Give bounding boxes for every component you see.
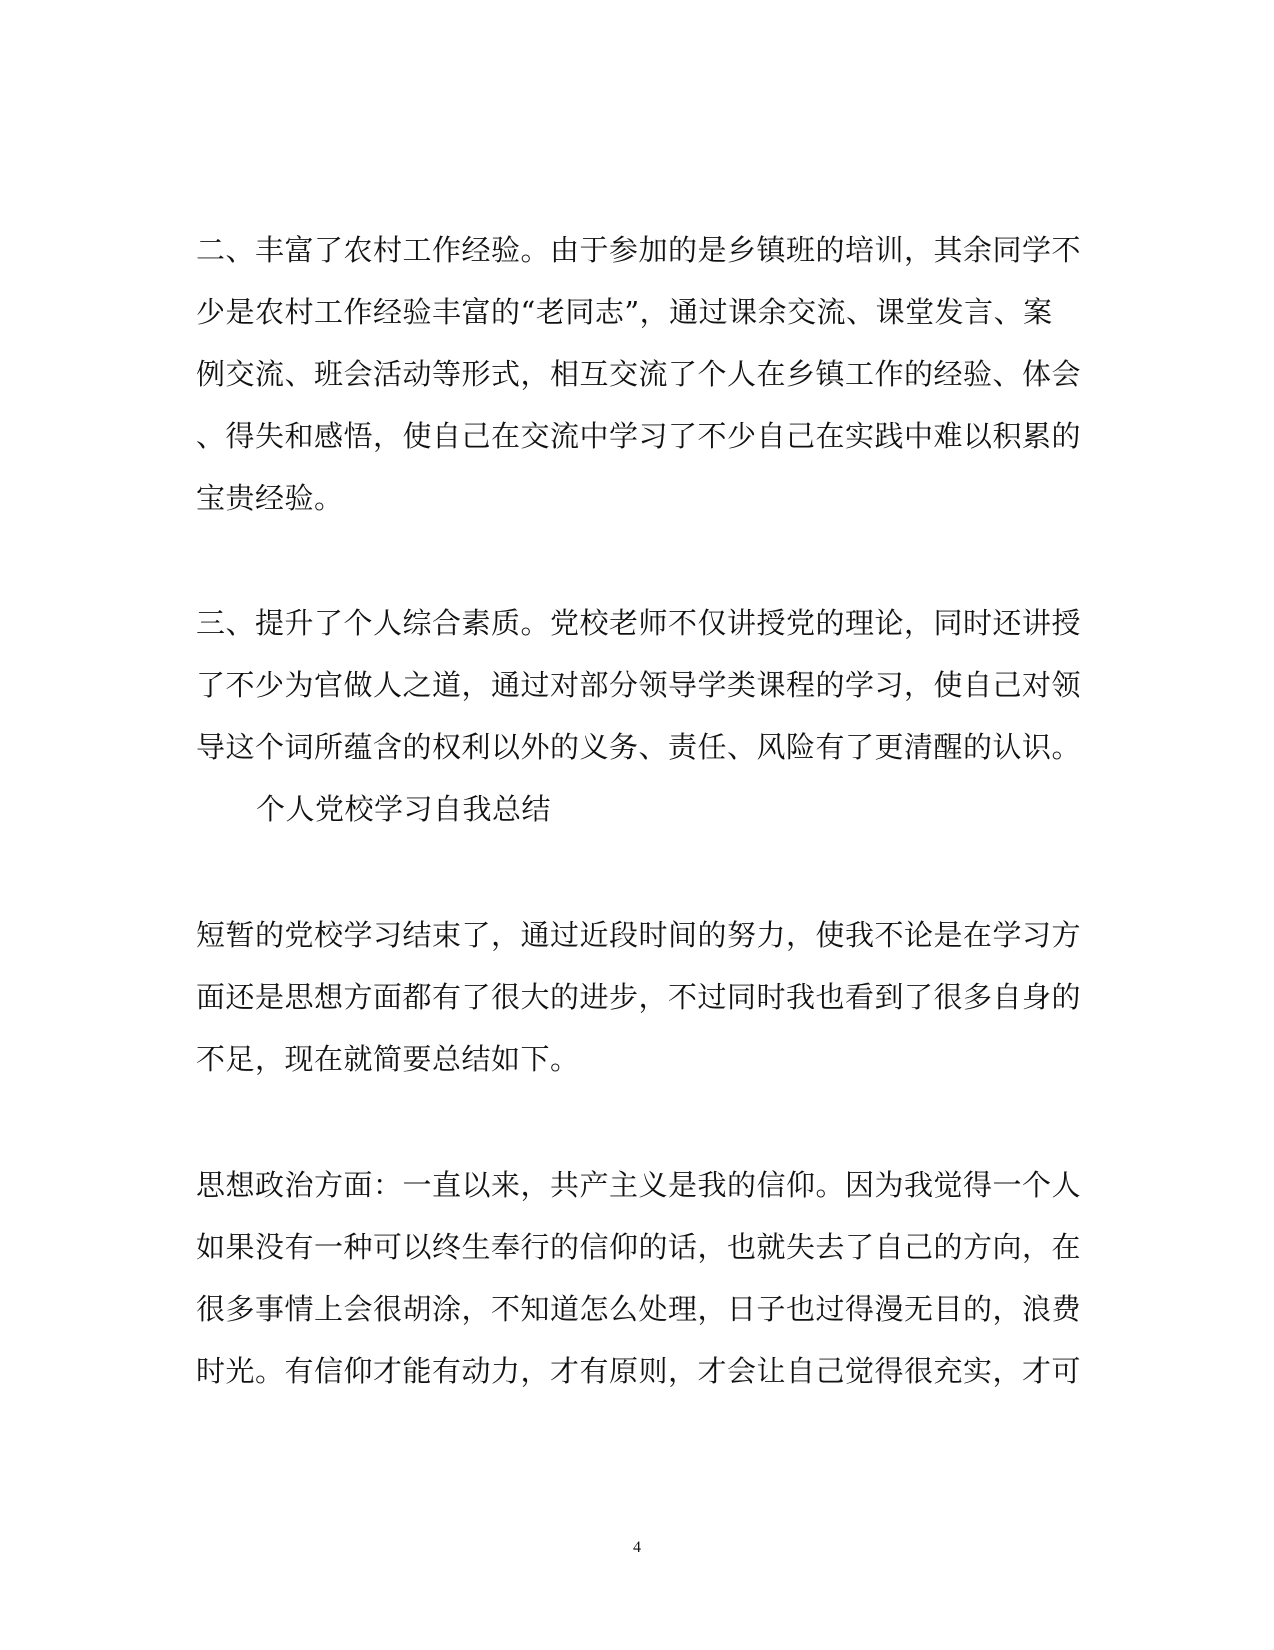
intro-line-2: 面还是思想方面都有了很大的进步，不过同时我也看到了很多自身的: [196, 980, 1082, 1014]
paragraph-2-line-5: 宝贵经验。: [196, 481, 344, 515]
paragraph-3-line-3: 导这个词所蕴含的权利以外的义务、责任、风险有了更清醒的认识。: [196, 730, 1082, 764]
politics-line-4: 时光。有信仰才能有动力，才有原则，才会让自己觉得很充实，才可: [196, 1354, 1082, 1388]
intro-line-3: 不足，现在就简要总结如下。: [196, 1042, 580, 1076]
paragraph-2-line-2: 少是农村工作经验丰富的“老同志”，通过课余交流、课堂发言、案: [196, 295, 1053, 329]
politics-line-1: 思想政治方面：一直以来，共产主义是我的信仰。因为我觉得一个人: [196, 1168, 1082, 1202]
paragraph-2-line-4: 、得失和感悟，使自己在交流中学习了不少自己在实践中难以积累的: [196, 419, 1082, 453]
paragraph-2-line-1: 二、丰富了农村工作经验。由于参加的是乡镇班的培训，其余同学不: [196, 233, 1082, 267]
section-title: 个人党校学习自我总结: [256, 792, 552, 826]
page-number: 4: [633, 1539, 641, 1556]
paragraph-3-line-2: 了不少为官做人之道，通过对部分领导学类课程的学习，使自己对领: [196, 668, 1082, 702]
politics-line-2: 如果没有一种可以终生奉行的信仰的话，也就失去了自己的方向，在: [196, 1230, 1082, 1264]
intro-line-1: 短暂的党校学习结束了，通过近段时间的努力，使我不论是在学习方: [196, 918, 1082, 952]
politics-line-3: 很多事情上会很胡涂，不知道怎么处理，日子也过得漫无目的，浪费: [196, 1292, 1082, 1326]
paragraph-3-line-1: 三、提升了个人综合素质。党校老师不仅讲授党的理论，同时还讲授: [196, 606, 1082, 640]
paragraph-2-line-3: 例交流、班会活动等形式，相互交流了个人在乡镇工作的经验、体会: [196, 357, 1082, 391]
